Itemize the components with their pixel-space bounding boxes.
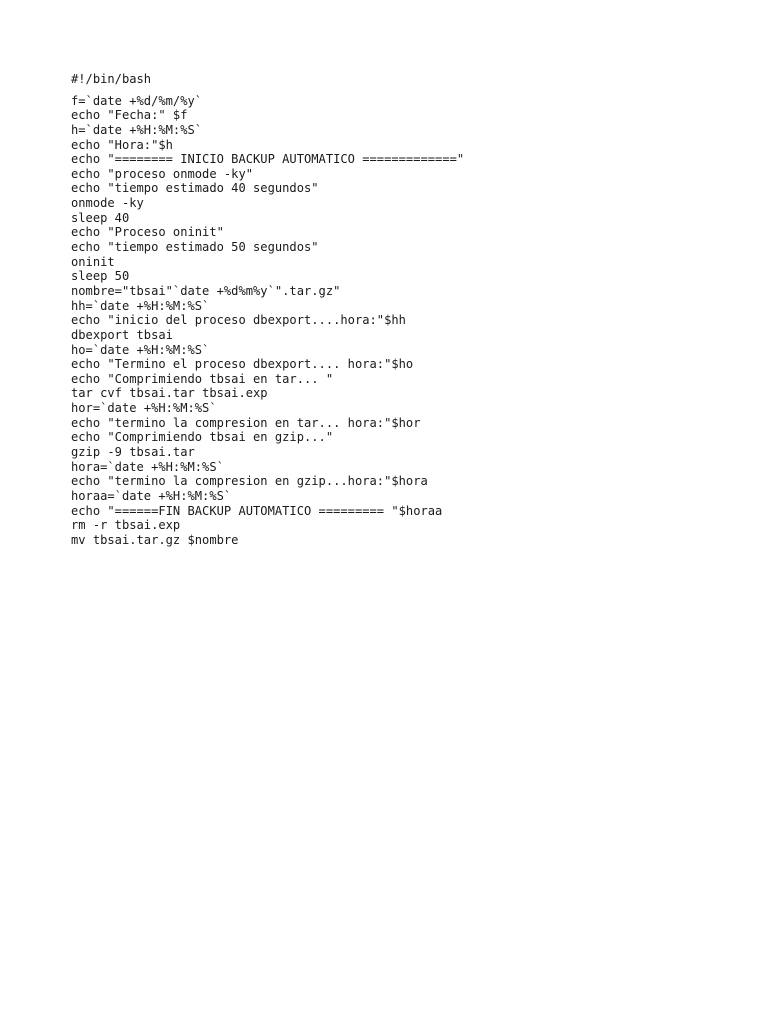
- code-line: nombre="tbsai"`date +%d%m%y`".tar.gz": [71, 283, 341, 298]
- code-line: echo "Hora:"$h: [71, 137, 173, 152]
- script-body: [71, 94, 751, 548]
- code-line: horaa=`date +%H:%M:%S`: [71, 488, 232, 503]
- code-line: h=`date +%H:%M:%S`: [71, 122, 203, 137]
- code-line: sleep 40: [71, 210, 130, 225]
- code-line: echo "termino la compresion en gzip...hora:"$hora: [71, 474, 428, 489]
- code-line: dbexport tbsai: [71, 327, 173, 342]
- code-line: echo "======FIN BACKUP AUTOMATICO ========= "$horaa: [71, 503, 443, 518]
- code-line: mv tbsai.tar.gz $nombre: [71, 532, 239, 547]
- code-line: echo "proceso onmode -ky": [71, 166, 254, 181]
- code-line: ho=`date +%H:%M:%S`: [71, 342, 210, 357]
- bash-script: [71, 72, 751, 548]
- code-line: hh=`date +%H:%M:%S`: [71, 298, 210, 313]
- code-line: echo "tiempo estimado 50 segundos": [71, 240, 319, 255]
- code-line: echo "Fecha:" $f: [71, 108, 188, 123]
- code-line: oninit: [71, 254, 115, 269]
- shebang-line: #!/bin/bash: [71, 72, 152, 86]
- code-line: echo "Termino el proceso dbexport.... hora:"$ho: [71, 357, 414, 372]
- code-line: echo "tiempo estimado 40 segundos": [71, 181, 319, 196]
- code-line: echo "Comprimiendo tbsai en gzip...": [71, 430, 334, 445]
- code-line: onmode -ky: [71, 196, 144, 211]
- code-line: gzip -9 tbsai.tar: [71, 445, 195, 460]
- code-line: echo "termino la compresion en tar... hora:"$hor: [71, 415, 421, 430]
- code-line: echo "inicio del proceso dbexport....hora:"$hh: [71, 313, 406, 328]
- code-line: f=`date +%d/%m/%y`: [71, 93, 203, 108]
- code-line: rm -r tbsai.exp: [71, 518, 181, 533]
- code-line: echo "Proceso oninit": [71, 225, 224, 240]
- code-line: tar cvf tbsai.tar tbsai.exp: [71, 386, 268, 401]
- code-line: echo "======== INICIO BACKUP AUTOMATICO =============": [71, 152, 465, 167]
- code-line: sleep 50: [71, 269, 130, 284]
- code-line: hora=`date +%H:%M:%S`: [71, 459, 224, 474]
- code-line: echo "Comprimiendo tbsai en tar... ": [71, 371, 334, 386]
- code-line: hor=`date +%H:%M:%S`: [71, 401, 217, 416]
